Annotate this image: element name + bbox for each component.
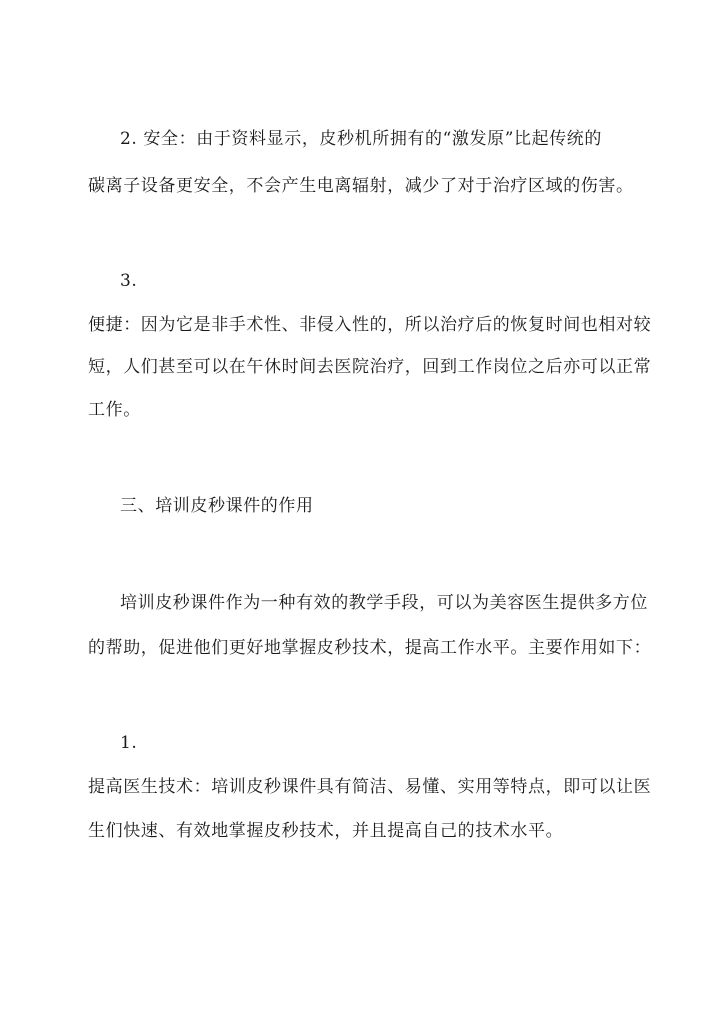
convenience-paragraph-line-3: 工作。 bbox=[88, 400, 141, 420]
safety-paragraph-line-2: 碳离子设备更安全，不会产生电离辐射，减少了对于治疗区域的伤害。 bbox=[88, 176, 634, 196]
convenience-paragraph-line-1: 便捷：因为它是非手术性、非侵入性的，所以治疗后的恢复时间也相对较 bbox=[88, 315, 652, 335]
skill-paragraph-line-1: 提高医生技术：培训皮秒课件具有简洁、易懂、实用等特点，即可以让医 bbox=[88, 777, 652, 797]
courseware-paragraph-line-2: 的帮助，促进他们更好地掌握皮秒技术，提高工作水平。主要作用如下： bbox=[88, 638, 652, 658]
safety-paragraph-line-1: 2. 安全：由于资料显示，皮秒机所拥有的“激发原”比起传统的 bbox=[120, 129, 603, 149]
convenience-paragraph-line-2: 短，人们甚至可以在午休时间去医院治疗，回到工作岗位之后亦可以正常 bbox=[88, 357, 652, 377]
skill-paragraph-line-2: 生们快速、有效地掌握皮秒技术，并且提高自己的技术水平。 bbox=[88, 821, 564, 841]
list-number-1: 1. bbox=[120, 733, 138, 753]
list-number-3: 3. bbox=[120, 271, 138, 291]
section-heading: 三、培训皮秒课件的作用 bbox=[120, 496, 314, 516]
courseware-paragraph-line-1: 培训皮秒课件作为一种有效的教学手段，可以为美容医生提供多方位 bbox=[120, 593, 648, 613]
